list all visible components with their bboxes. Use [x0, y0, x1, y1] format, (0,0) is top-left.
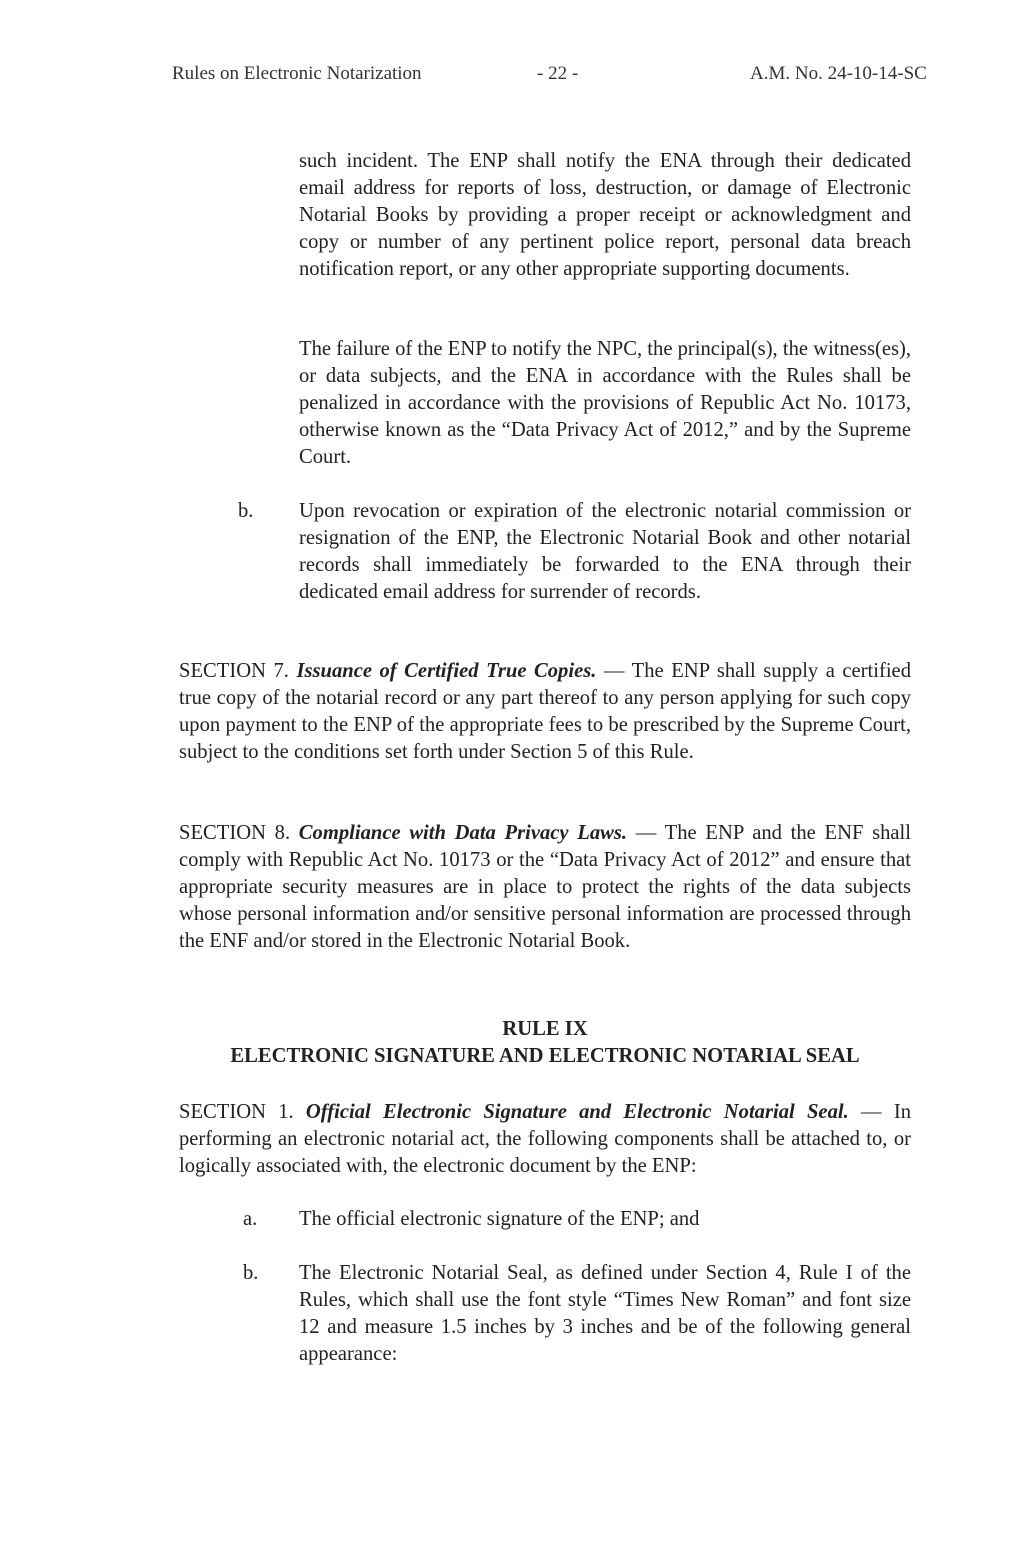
list-item-b-text: Upon revocation or expiration of the electronic notarial commission or resignation of the ENP, the Electronic Notarial Book and other notarial records shall immediately be forwarded to the ENA through their dedicated email address for surrender of records. [299, 500, 911, 603]
header-case-number: A.M. No. 24-10-14-SC [750, 63, 927, 84]
list-label-b: b. [238, 500, 254, 522]
rule-title: ELECTRONIC SIGNATURE AND ELECTRONIC NOTARIAL SEAL [230, 1045, 860, 1067]
section-7-heading: Issuance of Certified True Copies. [296, 660, 597, 682]
list-label-a: a. [243, 1208, 258, 1230]
section-8-number: SECTION 8. [179, 822, 291, 844]
rule-number: RULE IX [502, 1018, 588, 1040]
section-7-number: SECTION 7. [179, 660, 289, 682]
list-label-b-seal: b. [243, 1262, 259, 1284]
section-8-body: — The ENP and the ENF shall comply with Republic Act No. 10173 or the “Data Privacy Act of 2012” and ensure that appropriate security measures are in place to protect the rights of the data subjects whose personal information and/or sensitive personal information are processed through the ENF and/or stored in the Electronic Notarial Book. [179, 822, 912, 952]
list-item-a-text: The official electronic signature of the ENP; and [299, 1208, 700, 1230]
section-8-paragraph [179, 820, 911, 955]
section-7-paragraph [179, 658, 911, 766]
rule-section-1-body: — In performing an electronic notarial act, the following components shall be attached to, or logically associated with, the electronic document by the ENP: [179, 1101, 912, 1177]
rule-section-1-number: SECTION 1. [179, 1101, 294, 1123]
section-7-body: — The ENP shall supply a certified true copy of the notarial record or any part thereof to any person applying for such copy upon payment to the ENP of the appropriate fees to be prescribed by the Supreme Court, subject to the conditions set forth under Section 5 of this Rule. [179, 660, 911, 763]
paragraph-continuation: such incident. The ENP shall notify the ENA through their dedicated email address for reports of loss, destruction, or damage of Electronic Notarial Books by providing a proper receipt or acknowledgment and copy or number of any pertinent police report, personal data breach notification report, or any other appropriate supporting documents. [299, 150, 911, 280]
paragraph-failure-to-notify: The failure of the ENP to notify the NPC, the principal(s), the witness(es), or data subjects, and the ENA in accordance with the Rules shall be penalized in accordance with the provisions of Republic Act No. 10173, otherwise known as the “Data Privacy Act of 2012,” and by the Supreme Court. [299, 338, 911, 468]
header-title: Rules on Electronic Notarization [172, 63, 422, 84]
page-number: - 22 - [537, 63, 579, 84]
list-item-b-seal-text: The Electronic Notarial Seal, as defined under Section 4, Rule I of the Rules, which shall use the font style “Times New Roman” and font size 12 and measure 1.5 inches by 3 inches and be of the following general appearance: [299, 1262, 911, 1365]
section-8-heading: Compliance with Data Privacy Laws. [298, 822, 628, 844]
rule-section-1-heading: Official Electronic Signature and Electronic Notarial Seal. [305, 1101, 849, 1123]
rule-section-1-paragraph [179, 1099, 911, 1180]
